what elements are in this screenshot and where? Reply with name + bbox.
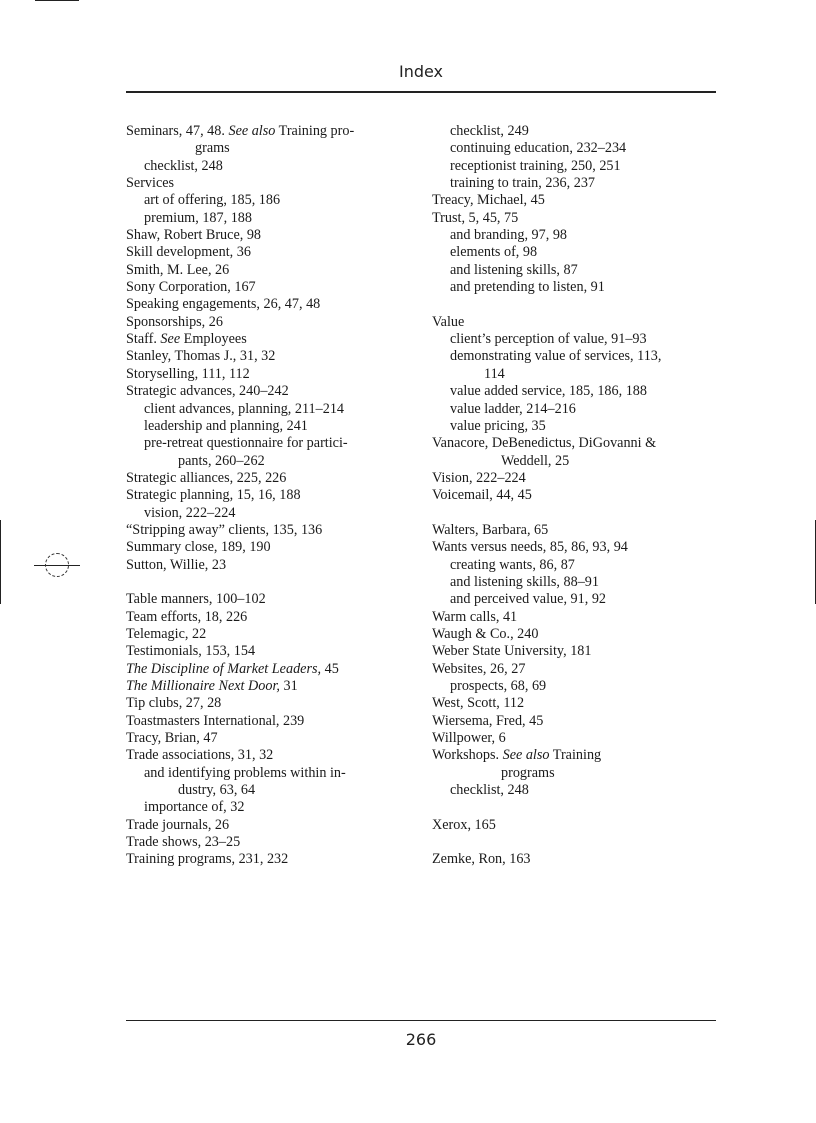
entry-text: Vision, 222–224 [432,469,526,486]
entry-text-after: 31 [279,678,298,694]
index-entry-trade-shows [126,834,406,851]
entry-text: client advances, planning, 211–214 [144,400,345,417]
entry-text: Seminars, 47, 48. [126,123,229,139]
index-entry-willpower [432,730,712,747]
index-entry-waugh [432,626,712,643]
index-subentry-tp-checklist [432,123,712,140]
entry-text: creating wants, 86, 87 [450,556,575,573]
index-subentry-sa-client [126,401,406,418]
entry-text: Speaking engagements, 26, 47, 48 [126,296,321,313]
index-entry-shaw [126,227,406,244]
index-entry-stanley [126,348,406,365]
entry-text: Services [126,175,175,192]
entry-text: client’s perception of value, 91–93 [450,331,647,348]
entry-text: and listening skills, 88–91 [450,573,599,590]
header-rule [126,91,716,93]
entry-title-italic: The Discipline of Market Leaders, [126,660,322,677]
index-entry-west [432,695,712,712]
index-entry-sony [126,279,406,296]
see-reference: See also [228,123,276,139]
entry-text: Tracy, Brian, 47 [126,730,218,747]
entry-text: demonstrating value of services, 113, [450,348,662,365]
page-number: 266 [405,1030,437,1049]
index-entry-trade-assoc [126,747,406,764]
index-entry-storyselling [126,366,406,383]
entry-text: Toastmasters International, 239 [126,712,305,729]
entry-text: Xerox, 165 [432,816,496,833]
index-entry-team [126,609,406,626]
index-subentry-value-perception [432,331,712,348]
index-column-right [432,123,712,869]
entry-text: Walters, Barbara, 65 [432,521,549,538]
entry-text: Trade associations, 31, 32 [126,747,274,764]
footer-rule [126,1020,716,1021]
index-entry-speaking [126,296,406,313]
entry-text: continuing education, 232–234 [450,140,627,157]
entry-text: and listening skills, 87 [450,261,578,278]
entry-text: Staff. [126,331,161,348]
entry-text: and branding, 97, 98 [450,227,568,244]
entry-text: Wiersema, Fred, 45 [432,712,544,729]
index-entry-websites [432,661,712,678]
index-entry-strategic-planning [126,487,406,504]
index-subentry-tp-receptionist [432,158,712,175]
entry-text-after: Employees [180,331,247,348]
index-subentry-wants-listening [432,574,712,591]
entry-text: Trade shows, 23–25 [126,834,241,851]
entry-text: Strategic advances, 240–242 [126,383,289,400]
index-subentry-trust-listening [432,262,712,279]
index-entry-tip-clubs [126,695,406,712]
index-subentry-value-pricing [432,418,712,435]
entry-text: vision, 222–224 [144,504,236,521]
index-entry-seminars [126,123,406,158]
index-subentry-trust-branding [432,227,712,244]
entry-text: Voicemail, 44, 45 [432,487,532,504]
index-entry-workshops [432,747,712,782]
entry-text-after: 45 [321,660,339,677]
entry-text-after: Training pro- [275,123,355,139]
index-entry-skill [126,244,406,261]
entry-text: Zemke, Ron, 163 [432,851,531,868]
index-entry-voicemail [432,487,712,504]
entry-text: Willpower, 6 [432,730,506,747]
index-subentry-services-premium [126,210,406,227]
index-entry-discipline [126,661,406,678]
index-entry-trust [432,210,712,227]
entry-text: Waugh & Co., 240 [432,625,539,642]
index-entry-walters [432,522,712,539]
index-entry-testimonials [126,643,406,660]
index-entry-warm-calls [432,609,712,626]
entry-text: Team efforts, 18, 226 [126,608,248,625]
index-subentry-ta-importance [126,799,406,816]
index-entry-strategic-advances [126,383,406,400]
entry-text: pre-retreat questionnaire for partici- [144,435,348,452]
index-entry-services [126,175,406,192]
index-subentry-tp-train [432,175,712,192]
entry-text: Value [432,313,465,330]
index-entry-smith [126,262,406,279]
index-subentry-seminars-checklist [126,158,406,175]
index-entry-summary [126,539,406,556]
see-reference: See [160,331,181,348]
entry-text: Training programs, 231, 232 [126,851,289,868]
entry-text: Workshops. [432,747,503,764]
entry-text: and identifying problems within in- [144,764,346,781]
index-entry-sponsorships [126,314,406,331]
index-subentry-wants-creating [432,557,712,574]
index-entry-wiersema [432,713,712,730]
entry-text: Trade journals, 26 [126,816,230,833]
index-column-left [126,123,406,869]
entry-text: and pretending to listen, 91 [450,279,605,296]
entry-text: value pricing, 35 [450,417,546,434]
index-entry-table-manners [126,591,406,608]
entry-text: Sutton, Willie, 23 [126,556,227,573]
entry-text: Treacy, Michael, 45 [432,192,545,209]
entry-text: checklist, 248 [144,157,223,174]
entry-text: Wants versus needs, 85, 86, 93, 94 [432,539,628,556]
entry-continuation: pants, 260–262 [178,452,265,469]
index-entry-sutton [126,557,406,574]
entry-text: Smith, M. Lee, 26 [126,261,230,278]
entry-continuation: programs [501,764,555,781]
index-entry-millionaire [126,678,406,695]
entry-text: Vanacore, DeBenedictus, DiGovanni & [432,435,657,452]
entry-text: Websites, 26, 27 [432,660,526,677]
index-entry-strategic-alliances [126,470,406,487]
index-entry-tracy [126,730,406,747]
index-entry-toastmasters [126,713,406,730]
entry-title-italic: The Millionaire Next Door, [126,678,280,694]
index-subentry-services-art [126,192,406,209]
index-entry-telemagic [126,626,406,643]
see-reference: See also [502,747,550,764]
entry-text: Storyselling, 111, 112 [126,365,250,382]
entry-text: Stanley, Thomas J., 31, 32 [126,348,276,365]
entry-text: West, Scott, 112 [432,695,525,712]
index-subentry-value-demonstrating [432,348,712,383]
index-subentry-wants-perceived [432,591,712,608]
entry-text: receptionist training, 250, 251 [450,157,621,174]
entry-text: checklist, 249 [450,123,529,139]
index-entry-vanacore [432,435,712,470]
entry-text: art of offering, 185, 186 [144,192,281,209]
crop-mark-left [0,520,1,604]
entry-text: Weber State University, 181 [432,643,592,660]
entry-text: Sponsorships, 26 [126,313,223,330]
index-subentry-sa-leadership [126,418,406,435]
index-subentry-websites-prospects [432,678,712,695]
entry-text: Skill development, 36 [126,244,251,261]
index-subentry-tp-continuing [432,140,712,157]
entry-text: value ladder, 214–216 [450,400,576,417]
index-entry-wants [432,539,712,556]
index-subentry-sa-preretreat [126,435,406,470]
index-subentry-trust-pretending [432,279,712,296]
entry-continuation: 114 [484,365,505,382]
index-entry-treacy [432,192,712,209]
entry-text: Trust, 5, 45, 75 [432,209,519,226]
entry-text: Tip clubs, 27, 28 [126,695,222,712]
entry-text: Testimonials, 153, 154 [126,643,256,660]
entry-text: checklist, 248 [450,782,529,799]
entry-text: and perceived value, 91, 92 [450,591,607,608]
registration-mark-circle [45,553,69,577]
entry-text-after: Training [549,747,602,764]
index-subentry-ta-identifying [126,765,406,800]
index-entry-value [432,314,712,331]
index-entry-vision [432,470,712,487]
entry-text: Telemagic, 22 [126,625,207,642]
entry-text: “Stripping away” clients, 135, 136 [126,521,323,538]
index-entry-trade-journals [126,817,406,834]
entry-text: Summary close, 189, 190 [126,539,271,556]
entry-text: prospects, 68, 69 [450,678,547,694]
entry-text: premium, 187, 188 [144,209,252,226]
entry-continuation: grams [195,140,230,157]
index-entry-staff [126,331,406,348]
entry-text: Shaw, Robert Bruce, 98 [126,227,262,244]
entry-text: Sony Corporation, 167 [126,279,256,296]
entry-continuation: dustry, 63, 64 [178,782,256,799]
entry-text: Warm calls, 41 [432,608,518,625]
entry-text: leadership and planning, 241 [144,417,308,434]
index-entry-xerox [432,817,712,834]
index-entry-weber [432,643,712,660]
entry-text: Table manners, 100–102 [126,591,266,608]
index-subentry-trust-elements [432,244,712,261]
entry-text: elements of, 98 [450,244,538,261]
index-entry-training [126,851,406,868]
entry-text: training to train, 236, 237 [450,175,596,192]
entry-text: importance of, 32 [144,799,245,816]
index-entry-stripping [126,522,406,539]
crop-mark-top [35,0,79,1]
entry-continuation: Weddell, 25 [501,452,570,469]
entry-text: value added service, 185, 186, 188 [450,383,647,400]
entry-text: Strategic planning, 15, 16, 188 [126,487,301,504]
running-head: Index [398,62,444,81]
index-subentry-sp-vision [126,505,406,522]
index-subentry-workshops-checklist [432,782,712,799]
entry-text: Strategic alliances, 225, 226 [126,469,287,486]
index-entry-zemke [432,851,712,868]
index-subentry-value-ladder [432,401,712,418]
index-subentry-value-added [432,383,712,400]
